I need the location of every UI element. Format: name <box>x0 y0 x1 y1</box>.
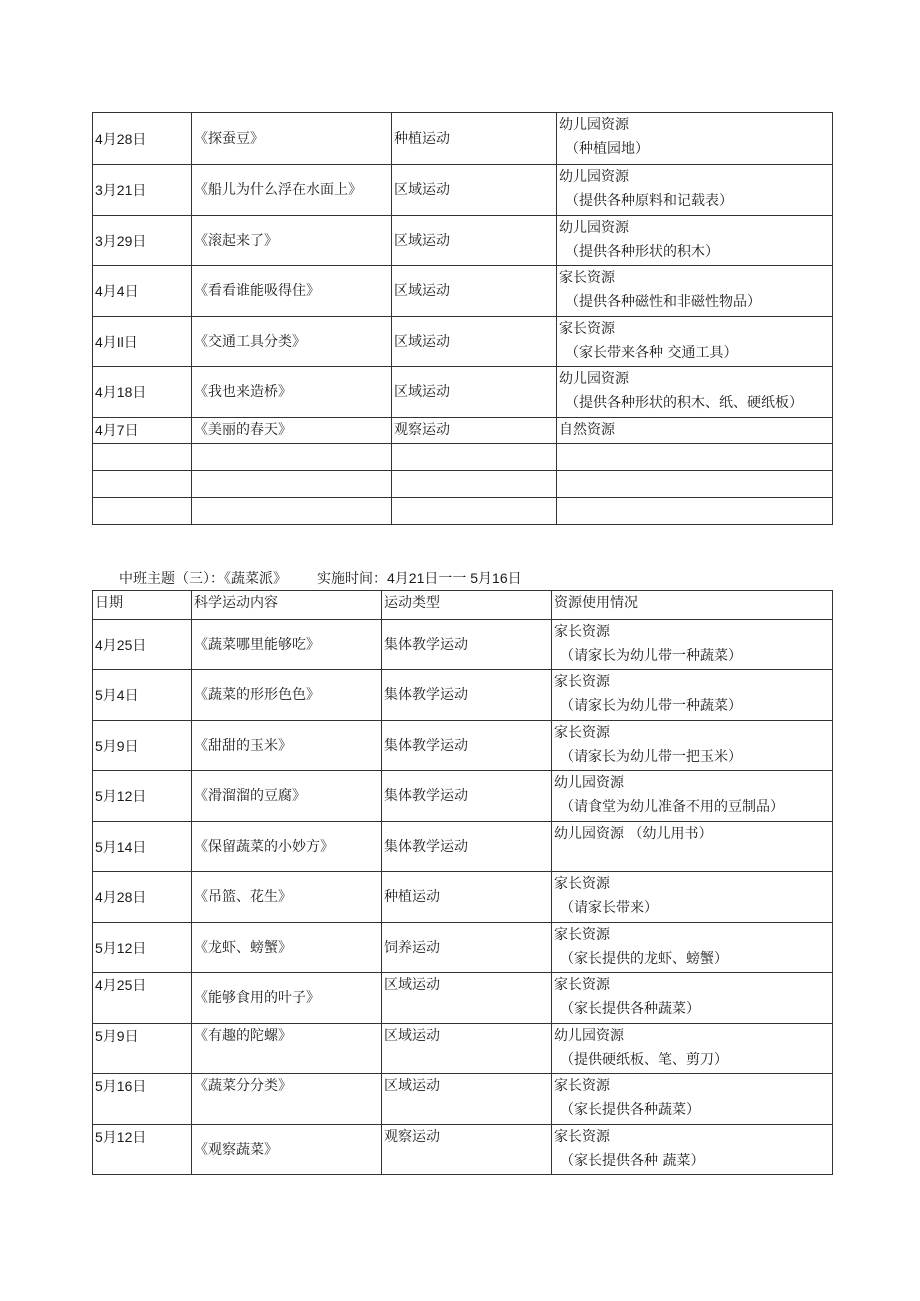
resource-detail: （家长提供各种蔬菜） <box>560 1001 700 1017</box>
date-cell: 4月28日 <box>93 113 192 165</box>
table-row <box>93 822 833 872</box>
resource-source: 家长资源 <box>554 624 610 640</box>
content-cell: 《滚起来了》 <box>192 216 392 266</box>
theme-title: 中班主题（三）：《蔬菜派》 <box>119 571 287 587</box>
resource-detail: （家长提供的龙虾、螃蟹） <box>560 951 728 967</box>
content-cell: 《滑溜溜的豆腐》 <box>192 771 382 822</box>
time-label: 实施时间： <box>317 571 387 587</box>
date-cell: 4月7日 <box>93 418 192 444</box>
date-cell: 5月9日 <box>93 1024 192 1074</box>
header-resource: 资源使用情况 <box>552 591 833 620</box>
type-cell: 集体教学运动 <box>382 771 552 822</box>
table-row <box>93 923 833 973</box>
resource-source: 幼儿园资源 <box>559 220 629 236</box>
resource-source: 幼儿园资源 <box>554 775 624 791</box>
resource-cell <box>557 317 833 367</box>
section-title <box>119 568 522 588</box>
resource-cell <box>552 1024 833 1074</box>
table-row <box>93 317 833 367</box>
resource-detail: （请食堂为幼儿准备不用的豆制品） <box>560 799 784 815</box>
header-date: 日期 <box>93 591 192 620</box>
resource-cell <box>552 1125 833 1175</box>
type-cell: 种植运动 <box>382 872 552 923</box>
table-row <box>93 266 833 317</box>
content-cell: 《蔬菜的形形色色》 <box>192 670 382 721</box>
header-content: 科学运动内容 <box>192 591 382 620</box>
empty-row <box>93 498 833 525</box>
date-cell: 4月4日 <box>93 266 192 317</box>
type-cell: 集体教学运动 <box>382 822 552 872</box>
content-cell: 《保留蔬菜的小妙方》 <box>192 822 382 872</box>
type-cell: 区域运动 <box>382 1024 552 1074</box>
table-row <box>93 1125 833 1175</box>
resource-source: 家长资源 <box>559 321 615 337</box>
activity-table-1 <box>92 112 833 525</box>
resource-source: 幼儿园资源 （幼儿用书） <box>554 826 713 842</box>
resource-cell <box>552 1074 833 1125</box>
resource-detail: （家长提供各种 蔬菜） <box>560 1153 705 1169</box>
date-cell: 3月21日 <box>93 165 192 216</box>
type-cell: 区域运动 <box>382 973 552 1024</box>
header-type: 运动类型 <box>382 591 552 620</box>
resource-source: 家长资源 <box>554 1078 610 1094</box>
type-cell: 集体教学运动 <box>382 721 552 771</box>
date-cell: 5月12日 <box>93 1125 192 1175</box>
resource-detail: （请家长为幼儿带一种蔬菜） <box>560 648 742 664</box>
resource-cell <box>557 367 833 418</box>
type-cell: 观察运动 <box>382 1125 552 1175</box>
type-cell: 区域运动 <box>392 367 557 418</box>
content-cell: 《交通工具分类》 <box>192 317 392 367</box>
resource-cell <box>552 620 833 670</box>
date-cell: 5月12日 <box>93 771 192 822</box>
content-cell: 《能够食用的叶子》 <box>192 973 382 1024</box>
content-cell: 《探蚕豆》 <box>192 113 392 165</box>
activity-table-2 <box>92 590 833 1175</box>
resource-detail: （提供各种形状的积木） <box>565 244 719 260</box>
resource-cell <box>557 165 833 216</box>
table-row <box>93 872 833 923</box>
resource-detail: （请家长带来） <box>560 900 658 916</box>
content-cell: 《吊篮、花生》 <box>192 872 382 923</box>
resource-source: 家长资源 <box>554 1129 610 1145</box>
resource-source: 幼儿园资源 <box>559 169 629 185</box>
table-header-row <box>93 591 833 620</box>
content-cell: 《美丽的春天》 <box>192 418 392 444</box>
table-row <box>93 113 833 165</box>
resource-detail: （家长带来各种 交通工具） <box>565 345 738 361</box>
empty-row <box>93 444 833 471</box>
table-row <box>93 771 833 822</box>
resource-cell <box>557 266 833 317</box>
type-cell: 观察运动 <box>392 418 557 444</box>
type-cell: 区域运动 <box>392 165 557 216</box>
content-cell: 《船儿为什么浮在水面上》 <box>192 165 392 216</box>
table-row <box>93 418 833 444</box>
content-cell: 《蔬菜分分类》 <box>192 1074 382 1125</box>
date-cell: 5月12日 <box>93 923 192 973</box>
table-row <box>93 216 833 266</box>
resource-cell <box>552 923 833 973</box>
resource-source: 家长资源 <box>554 927 610 943</box>
resource-cell <box>552 973 833 1024</box>
type-cell: 种植运动 <box>392 113 557 165</box>
type-cell: 区域运动 <box>392 317 557 367</box>
resource-cell <box>552 721 833 771</box>
date-cell: 4月Il日 <box>93 317 192 367</box>
resource-source: 家长资源 <box>554 725 610 741</box>
resource-source: 幼儿园资源 <box>554 1028 624 1044</box>
type-cell: 集体教学运动 <box>382 620 552 670</box>
type-cell: 饲养运动 <box>382 923 552 973</box>
content-cell: 《我也来造桥》 <box>192 367 392 418</box>
date-cell: 5月14日 <box>93 822 192 872</box>
resource-cell <box>557 216 833 266</box>
content-cell: 《蔬菜哪里能够吃》 <box>192 620 382 670</box>
resource-source: 家长资源 <box>559 270 615 286</box>
resource-source: 家长资源 <box>554 674 610 690</box>
type-cell: 区域运动 <box>392 216 557 266</box>
resource-detail: （提供各种形状的积木、纸、硬纸板） <box>565 395 803 411</box>
date-cell: 5月4日 <box>93 670 192 721</box>
resource-source: 家长资源 <box>554 977 610 993</box>
empty-row <box>93 471 833 498</box>
resource-source: 幼儿园资源 <box>559 117 629 133</box>
date-cell: 4月18日 <box>93 367 192 418</box>
table-row <box>93 367 833 418</box>
resource-cell <box>552 822 833 872</box>
date-cell: 5月16日 <box>93 1074 192 1125</box>
date-cell: 4月25日 <box>93 620 192 670</box>
date-cell: 4月25日 <box>93 973 192 1024</box>
content-cell: 《观察蔬菜》 <box>192 1125 382 1175</box>
date-cell: 3月29日 <box>93 216 192 266</box>
resource-cell <box>552 872 833 923</box>
table-row <box>93 670 833 721</box>
resource-detail: （家长提供各种蔬菜） <box>560 1102 700 1118</box>
time-value: 4月21日一一 5月16日 <box>387 570 522 586</box>
type-cell: 区域运动 <box>392 266 557 317</box>
resource-source: 幼儿园资源 <box>559 371 629 387</box>
resource-cell: 自然资源 <box>557 418 833 444</box>
table-row <box>93 721 833 771</box>
content-cell: 《有趣的陀螺》 <box>192 1024 382 1074</box>
content-cell: 《甜甜的玉米》 <box>192 721 382 771</box>
date-cell: 5月9日 <box>93 721 192 771</box>
resource-cell <box>552 771 833 822</box>
date-cell: 4月28日 <box>93 872 192 923</box>
resource-cell <box>552 670 833 721</box>
resource-detail: （提供硬纸板、笔、剪刀） <box>560 1052 728 1068</box>
content-cell: 《看看谁能吸得住》 <box>192 266 392 317</box>
resource-detail: （提供各种磁性和非磁性物品） <box>565 294 761 310</box>
resource-source: 家长资源 <box>554 876 610 892</box>
table-row <box>93 1074 833 1125</box>
table-row <box>93 165 833 216</box>
resource-detail: （请家长为幼儿带一种蔬菜） <box>560 698 742 714</box>
table-row <box>93 973 833 1024</box>
resource-detail: （请家长为幼儿带一把玉米） <box>560 749 742 765</box>
resource-detail: （提供各种原料和记载表） <box>565 193 733 209</box>
type-cell: 区域运动 <box>382 1074 552 1125</box>
resource-cell <box>557 113 833 165</box>
table-row <box>93 1024 833 1074</box>
table-row <box>93 620 833 670</box>
resource-detail: （种植园地） <box>565 141 649 157</box>
type-cell: 集体教学运动 <box>382 670 552 721</box>
content-cell: 《龙虾、螃蟹》 <box>192 923 382 973</box>
